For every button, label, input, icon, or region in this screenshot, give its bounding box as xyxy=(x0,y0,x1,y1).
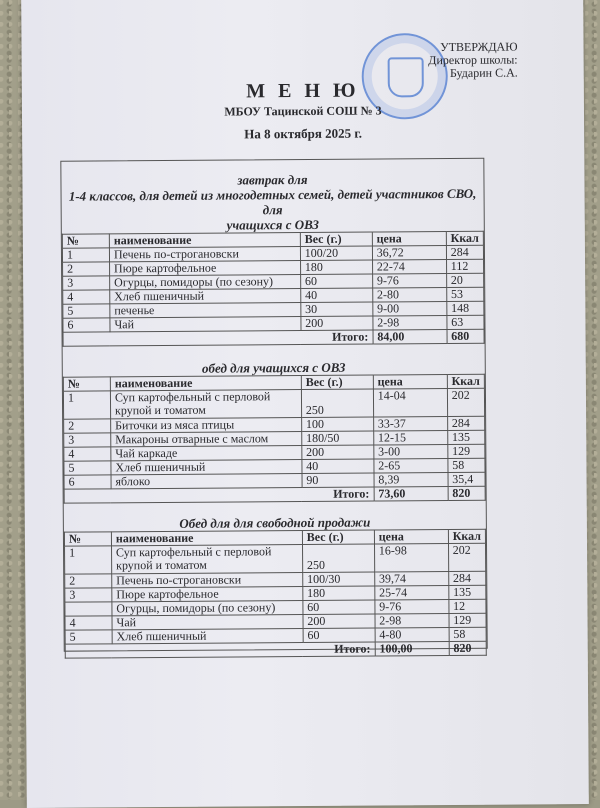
page-title: М Е Н Ю xyxy=(246,79,360,103)
total-row xyxy=(64,486,485,503)
section-lunch-ovz xyxy=(63,359,486,504)
table-cell: Пюре картофельное xyxy=(112,587,303,602)
table-row xyxy=(65,543,486,574)
table-cell: Биточки из мяса птицы xyxy=(111,418,302,433)
table-cell: 135 xyxy=(447,430,484,444)
table-cell: 148 xyxy=(447,301,484,315)
table-cell: яблоко xyxy=(111,474,302,489)
table-cell: Макароны отварные с маслом xyxy=(111,432,302,447)
total-label: Итого: xyxy=(65,642,375,658)
table-cell: печенье xyxy=(110,303,301,318)
table-cell: Суп картофельный с перловой крупой и томатом xyxy=(110,390,301,419)
table-cell: 2 xyxy=(63,262,110,276)
table-cell: 9-00 xyxy=(373,302,447,317)
table-cell: 200 xyxy=(301,316,373,331)
column-header: цена xyxy=(374,530,448,545)
column-header: цена xyxy=(372,232,446,247)
column-header: наименование xyxy=(111,531,302,546)
table-cell: 4 xyxy=(64,447,111,461)
table-cell: 3 xyxy=(64,433,111,447)
section-title: Обед для для свободной продажи xyxy=(179,514,371,531)
table-cell: 4 xyxy=(63,290,110,304)
table-cell: 20 xyxy=(446,273,483,287)
column-header: Вес (г.) xyxy=(301,375,373,390)
table-cell: 4 xyxy=(65,616,112,630)
table-cell: 284 xyxy=(448,571,485,585)
table-cell: 2 xyxy=(65,574,112,588)
table-cell: Хлеб пшеничный xyxy=(110,289,301,304)
menu-date: На 8 октября 2025 г. xyxy=(244,125,363,142)
table-cell: 60 xyxy=(303,628,375,643)
table-cell: 22-74 xyxy=(372,260,446,275)
table-cell: Хлеб пшеничный xyxy=(112,629,303,644)
column-header: наименование xyxy=(109,233,300,248)
table-cell: 250 xyxy=(301,389,373,418)
table-cell: 9-76 xyxy=(372,274,446,289)
table-cell: 6 xyxy=(64,475,111,489)
table-cell: 202 xyxy=(447,388,484,416)
table-cell: Огурцы, помидоры (по сезону) xyxy=(110,275,301,290)
table-cell: 129 xyxy=(448,444,485,458)
table-cell: 4-80 xyxy=(375,628,449,643)
table-cell: 14-04 xyxy=(373,389,447,418)
table-cell: 135 xyxy=(449,585,486,599)
table-cell: 129 xyxy=(449,613,486,627)
table-cell: 5 xyxy=(64,461,111,475)
approval-block xyxy=(428,41,518,81)
column-header: № xyxy=(64,532,111,546)
table-cell: 3 xyxy=(65,588,112,602)
total-price: 73,60 xyxy=(374,487,448,502)
table-cell: Чай xyxy=(110,317,301,332)
table-cell: 2-98 xyxy=(375,614,449,629)
table-cell xyxy=(65,602,112,616)
table-cell: 250 xyxy=(302,544,374,573)
approval-name: Бударин С.А. xyxy=(449,65,518,80)
table-cell: Пюре картофельное xyxy=(109,261,300,276)
table-cell: 180 xyxy=(300,260,372,275)
table-cell: 2-80 xyxy=(372,288,446,303)
table-cell: 60 xyxy=(303,600,375,615)
table-cell: 58 xyxy=(448,458,485,472)
table-cell: 36,72 xyxy=(372,246,446,261)
section-lunch-free-sale xyxy=(64,514,487,659)
section-title: завтрак для xyxy=(237,171,308,188)
table-cell: 58 xyxy=(449,627,486,641)
table-cell: 284 xyxy=(446,245,483,259)
total-kcal: 820 xyxy=(448,486,485,500)
total-label: Итого: xyxy=(64,487,374,503)
column-header: Ккал xyxy=(448,529,485,543)
table-cell: 1 xyxy=(63,391,110,419)
column-header: Ккал xyxy=(446,231,483,245)
table-cell: 284 xyxy=(447,416,484,430)
total-label: Итого: xyxy=(63,330,373,346)
column-header: № xyxy=(62,234,109,248)
menu-table xyxy=(63,374,486,504)
table-cell: 180/50 xyxy=(302,431,374,446)
table-cell: Хлеб пшеничный xyxy=(111,460,302,475)
table-cell: Печень по-строгановски xyxy=(112,573,303,588)
approval-heading: УТВЕРЖДАЮ xyxy=(440,39,518,55)
table-cell: Печень по-строгановски xyxy=(109,247,300,262)
table-cell: 3-00 xyxy=(374,445,448,460)
table-cell: 30 xyxy=(301,302,373,317)
table-cell: 8,39 xyxy=(374,473,448,488)
table-cell: 2 xyxy=(64,419,111,433)
table-cell: 200 xyxy=(303,614,375,629)
table-cell: 5 xyxy=(63,304,110,318)
table-cell: 12-15 xyxy=(373,431,447,446)
table-cell: Суп картофельный с перловой крупой и томатом xyxy=(111,545,302,574)
total-row xyxy=(63,329,484,346)
menu-sheet xyxy=(21,0,589,808)
table-row xyxy=(63,388,484,419)
column-header: Вес (г.) xyxy=(302,530,374,545)
table-cell: 2-65 xyxy=(374,459,448,474)
menu-table xyxy=(62,231,485,347)
table-cell: 100 xyxy=(301,417,373,432)
table-cell: 63 xyxy=(447,315,484,329)
table-cell: 2-98 xyxy=(373,316,447,331)
table-cell: 12 xyxy=(449,599,486,613)
table-cell: Чай каркаде xyxy=(111,446,302,461)
table-cell: 200 xyxy=(302,445,374,460)
table-cell: 112 xyxy=(446,259,483,273)
column-header: Вес (г.) xyxy=(300,232,372,247)
table-cell: 60 xyxy=(300,274,372,289)
table-cell: 35,4 xyxy=(448,472,485,486)
table-cell: 180 xyxy=(303,586,375,601)
table-cell: Чай xyxy=(112,615,303,630)
column-header: наименование xyxy=(110,376,301,391)
table-cell: 40 xyxy=(302,459,374,474)
table-cell: 53 xyxy=(446,287,483,301)
section-breakfast xyxy=(61,171,484,347)
approval-position: Директор школы: xyxy=(428,52,518,68)
table-cell: 16-98 xyxy=(374,544,448,573)
total-row xyxy=(65,641,486,658)
total-kcal: 680 xyxy=(447,329,484,343)
table-cell: 1 xyxy=(65,546,112,574)
table-cell: 1 xyxy=(62,248,109,262)
table-cell: 90 xyxy=(302,473,374,488)
menu-frame xyxy=(60,158,487,656)
total-price: 84,00 xyxy=(373,330,447,345)
table-cell: 6 xyxy=(63,318,110,332)
column-header: цена xyxy=(373,375,447,390)
total-price: 100,00 xyxy=(375,642,449,657)
table-cell: 39,74 xyxy=(374,572,448,587)
table-cell: 100/20 xyxy=(300,246,372,261)
section-title: учащихся с ОВЗ xyxy=(226,216,319,233)
table-cell: Огурцы, помидоры (по сезону) xyxy=(112,601,303,616)
table-cell: 3 xyxy=(63,276,110,290)
table-cell: 202 xyxy=(448,543,485,571)
total-kcal: 820 xyxy=(449,641,486,655)
table-cell: 40 xyxy=(301,288,373,303)
section-title: обед для учащихся с ОВЗ xyxy=(201,359,346,376)
school-name: МБОУ Тацинской СОШ № 3 xyxy=(224,103,382,119)
table-cell: 25-74 xyxy=(375,586,449,601)
table-cell: 100/30 xyxy=(302,572,374,587)
section-title: 1-4 классов, для детей из многодетных семей, детей участников СВО, для xyxy=(68,185,477,218)
column-header: № xyxy=(63,377,110,391)
table-cell: 5 xyxy=(65,630,112,644)
column-header: Ккал xyxy=(447,374,484,388)
table-cell: 33-37 xyxy=(373,417,447,432)
table-cell: 9-76 xyxy=(375,600,449,615)
menu-table xyxy=(64,529,487,659)
